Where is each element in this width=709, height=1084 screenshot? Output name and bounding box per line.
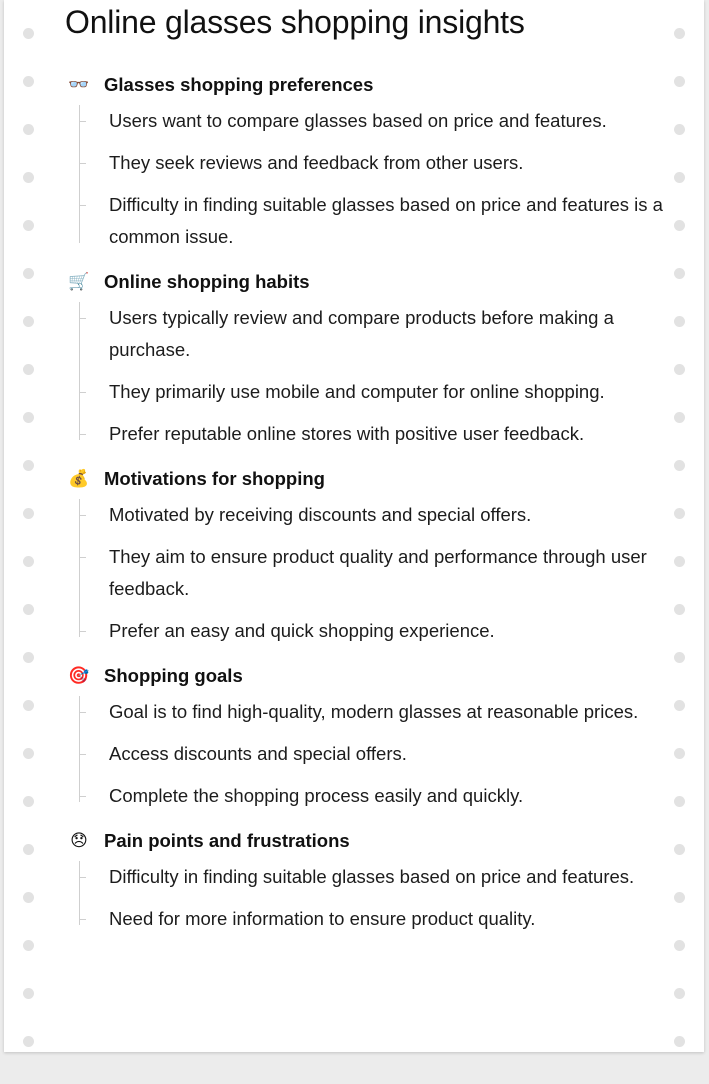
section-title: Shopping goals <box>104 664 243 686</box>
list-item-text: Access discounts and special offers. <box>109 743 407 764</box>
left-binder-holes <box>23 28 35 1084</box>
binder-hole <box>23 892 34 903</box>
binder-hole <box>674 844 685 855</box>
insight-section <box>68 265 668 450</box>
binder-hole <box>23 748 34 759</box>
insight-section <box>68 824 668 935</box>
list-item-text: They seek reviews and feedback from other users. <box>109 152 524 173</box>
insight-section <box>68 68 668 253</box>
binder-hole <box>674 316 685 327</box>
list-item <box>79 147 668 179</box>
binder-hole <box>674 796 685 807</box>
section-items <box>79 861 668 935</box>
binder-hole <box>23 988 34 999</box>
document-page <box>4 0 704 1052</box>
section-items <box>79 499 668 647</box>
list-item-text: Users want to compare glasses based on price and features. <box>109 110 607 131</box>
binder-hole <box>674 76 685 87</box>
list-item-text: Goal is to find high-quality, modern glasses at reasonable prices. <box>109 701 639 722</box>
binder-hole <box>23 652 34 663</box>
list-item-text: Prefer an easy and quick shopping experience. <box>109 620 495 641</box>
target-icon: 🎯 <box>68 665 90 685</box>
list-item-text: Difficulty in finding suitable glasses based on price and features. <box>109 866 635 887</box>
list-item <box>79 780 668 812</box>
binder-hole <box>674 364 685 375</box>
list-item <box>79 302 668 366</box>
binder-hole <box>674 988 685 999</box>
list-item <box>79 738 668 770</box>
binder-hole <box>674 220 685 231</box>
list-item-text: They primarily use mobile and computer for online shopping. <box>109 381 605 402</box>
insight-sections <box>68 68 668 947</box>
list-item-text: Motivated by receiving discounts and special offers. <box>109 504 532 525</box>
section-header <box>68 68 668 101</box>
list-item <box>79 696 668 728</box>
list-item-text: Need for more information to ensure product quality. <box>109 908 536 929</box>
section-items <box>79 696 668 812</box>
binder-hole <box>674 748 685 759</box>
glasses-icon: 👓 <box>68 74 90 94</box>
binder-hole <box>674 556 685 567</box>
binder-hole <box>23 316 34 327</box>
binder-hole <box>23 700 34 711</box>
binder-hole <box>674 172 685 183</box>
shopping-cart-icon: 🛒 <box>68 271 90 291</box>
binder-hole <box>23 76 34 87</box>
binder-hole <box>23 172 34 183</box>
binder-hole <box>674 460 685 471</box>
list-item <box>79 903 668 935</box>
binder-hole <box>23 556 34 567</box>
binder-hole <box>23 124 34 135</box>
section-items <box>79 105 668 253</box>
insight-section <box>68 659 668 812</box>
binder-hole <box>23 604 34 615</box>
section-title: Pain points and frustrations <box>104 829 350 851</box>
section-header <box>68 659 668 692</box>
binder-hole <box>23 268 34 279</box>
binder-hole <box>674 892 685 903</box>
binder-hole <box>674 124 685 135</box>
list-item <box>79 615 668 647</box>
binder-hole <box>674 940 685 951</box>
list-item <box>79 105 668 137</box>
insight-section <box>68 462 668 647</box>
binder-hole <box>674 604 685 615</box>
disappointed-face-icon: 😞 <box>70 830 88 850</box>
binder-hole <box>23 460 34 471</box>
binder-hole <box>23 796 34 807</box>
list-item <box>79 541 668 605</box>
section-header <box>68 824 668 857</box>
section-title: Online shopping habits <box>104 270 310 292</box>
list-item <box>79 376 668 408</box>
binder-hole <box>674 1036 685 1047</box>
binder-hole <box>23 1036 34 1047</box>
section-title: Motivations for shopping <box>104 467 325 489</box>
page-title: Online glasses shopping insights <box>65 4 525 40</box>
binder-hole <box>674 28 685 39</box>
binder-hole <box>674 652 685 663</box>
list-item-text: Difficulty in finding suitable glasses based on price and features is a common issue. <box>109 194 663 247</box>
list-item <box>79 861 668 893</box>
list-item <box>79 189 668 253</box>
list-item-text: They aim to ensure product quality and performance through user feedback. <box>109 546 647 599</box>
list-item <box>79 418 668 450</box>
binder-hole <box>674 508 685 519</box>
list-item-text: Prefer reputable online stores with positive user feedback. <box>109 423 585 444</box>
list-item-text: Complete the shopping process easily and quickly. <box>109 785 524 806</box>
binder-hole <box>674 268 685 279</box>
binder-hole <box>23 28 34 39</box>
binder-hole <box>23 508 34 519</box>
binder-hole <box>23 220 34 231</box>
section-header <box>68 265 668 298</box>
right-binder-holes <box>674 28 686 1084</box>
list-item <box>79 499 668 531</box>
list-item-text: Users typically review and compare products before making a purchase. <box>109 307 614 360</box>
section-items <box>79 302 668 450</box>
binder-hole <box>23 364 34 375</box>
binder-hole <box>674 700 685 711</box>
money-bag-icon: 💰 <box>68 468 90 488</box>
binder-hole <box>23 844 34 855</box>
binder-hole <box>23 940 34 951</box>
section-title: Glasses shopping preferences <box>104 73 374 95</box>
binder-hole <box>674 412 685 423</box>
section-header <box>68 462 668 495</box>
binder-hole <box>23 412 34 423</box>
